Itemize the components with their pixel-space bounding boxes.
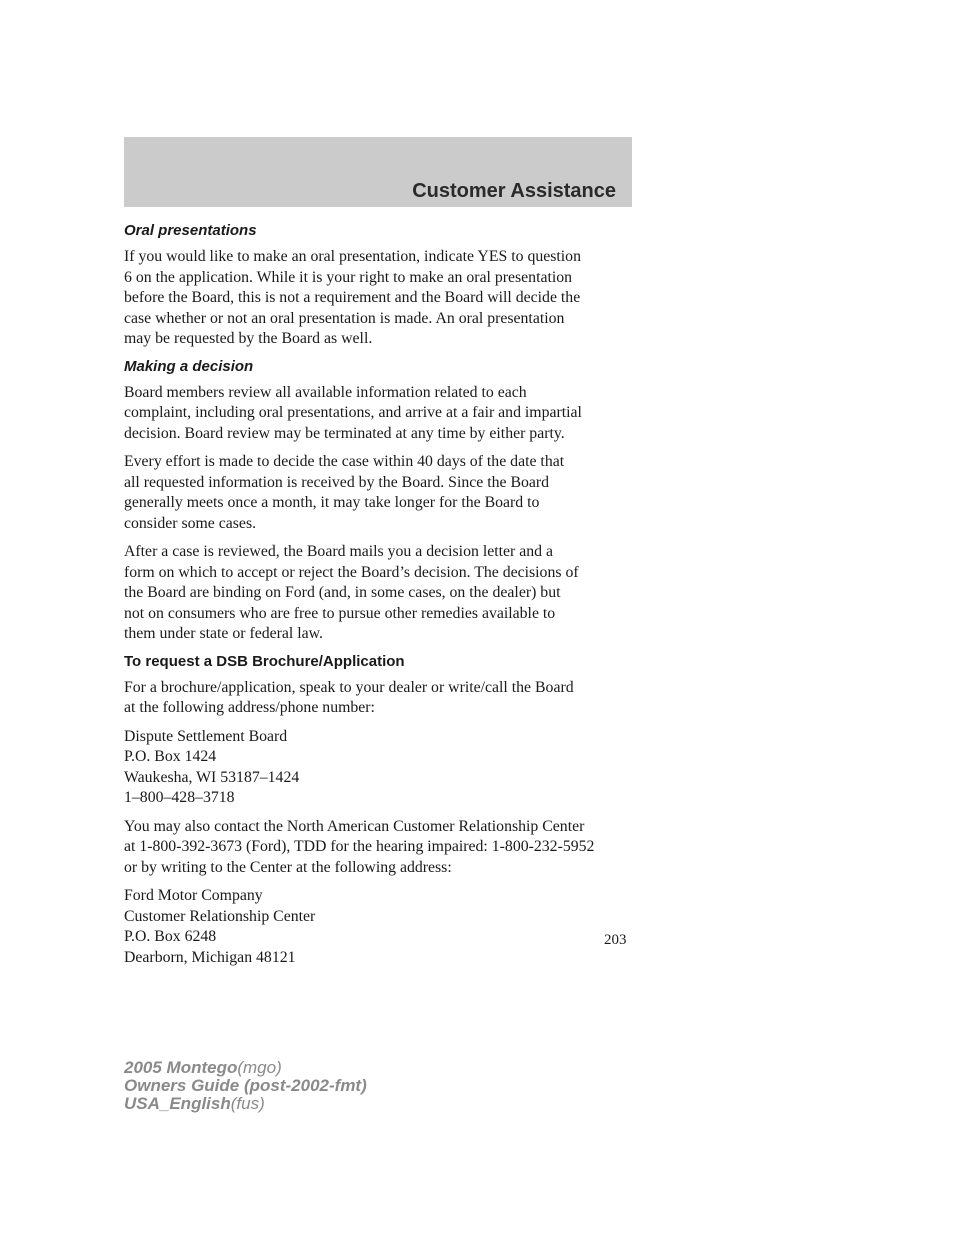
paragraph-request-brochure — [124, 678, 644, 719]
footer-line-model — [124, 1059, 367, 1077]
text-line: For a brochure/application, speak to your dealer or write/call the Board — [124, 678, 574, 696]
text-line: not on consumers who are free to pursue other remedies available to — [124, 604, 556, 622]
address-line: Ford Motor Company — [124, 887, 263, 904]
section-header-band — [124, 137, 632, 207]
address-line: Customer Relationship Center — [124, 907, 316, 925]
footer-language-name: USA_English — [124, 1094, 231, 1113]
page-number: 203 — [604, 932, 627, 948]
paragraph-customer-relationship-center — [124, 817, 644, 879]
address-ford-motor-company — [124, 886, 644, 968]
heading-oral-presentations: Oral presentations — [124, 222, 257, 239]
address-line: Dispute Settlement Board — [124, 727, 288, 745]
text-line: Every effort is made to decide the case within 40 days of the date that — [124, 453, 565, 470]
paragraph-decision-timing — [124, 452, 644, 534]
text-line: You may also contact the North American Customer Relationship Center — [124, 817, 585, 835]
text-line: the Board are binding on Ford (and, in some cases, on the dealer) but — [124, 584, 561, 601]
paragraph-decision-letter — [124, 542, 644, 645]
paragraph-oral-presentations — [124, 247, 644, 350]
text-line: After a case is reviewed, the Board mails you a decision letter and a — [124, 543, 553, 560]
text-line: at the following address/phone number: — [124, 699, 375, 716]
address-dispute-settlement-board — [124, 727, 644, 809]
section-title: Customer Assistance — [412, 180, 616, 202]
text-line: consider some cases. — [124, 514, 257, 532]
text-line: generally meets once a month, it may take longer for the Board to — [124, 494, 540, 511]
address-line: Dearborn, Michigan 48121 — [124, 948, 296, 966]
text-line: 6 on the application. While it is your right to make an oral presentation — [124, 268, 573, 286]
address-line: P.O. Box 6248 — [124, 928, 217, 945]
phone-number: 1–800–428–3718 — [124, 789, 235, 806]
text-line: them under state or federal law. — [124, 625, 323, 642]
footer-line-guide — [124, 1077, 367, 1095]
text-line: If you would like to make an oral presentation, indicate YES to question — [124, 248, 581, 265]
address-line: Waukesha, WI 53187–1424 — [124, 768, 300, 786]
text-line: form on which to accept or reject the Board’s decision. The decisions of — [124, 563, 579, 581]
footer-guide-name: Owners Guide (post-2002-fmt) — [124, 1076, 367, 1095]
footer-language-code: (fus) — [230, 1094, 265, 1113]
document-footer — [124, 1059, 367, 1113]
footer-line-language — [124, 1095, 367, 1113]
text-line: case whether or not an oral presentation is made. An oral presentation — [124, 309, 565, 327]
footer-model-name: 2005 Montego — [124, 1058, 238, 1077]
text-line: may be requested by the Board as well. — [124, 330, 373, 347]
text-line: complaint, including oral presentations, and arrive at a fair and impartial — [124, 404, 582, 421]
text-line: at 1-800-392-3673 (Ford), TDD for the hearing impaired: 1-800-232-5952 — [124, 838, 595, 855]
text-line: all requested information is received by the Board. Since the Board — [124, 473, 550, 491]
paragraph-decision-review — [124, 383, 644, 445]
text-line: decision. Board review may be terminated at any time by either party. — [124, 424, 565, 442]
heading-making-a-decision: Making a decision — [124, 357, 254, 375]
text-line: or by writing to the Center at the following address: — [124, 858, 452, 876]
text-line: Board members review all available information related to each — [124, 383, 527, 401]
heading-request-brochure: To request a DSB Brochure/Application — [124, 652, 405, 670]
page-content — [124, 222, 644, 976]
text-line: before the Board, this is not a requirement and the Board will decide the — [124, 289, 581, 306]
footer-model-code: (mgo) — [237, 1058, 282, 1077]
address-line: P.O. Box 1424 — [124, 748, 217, 765]
